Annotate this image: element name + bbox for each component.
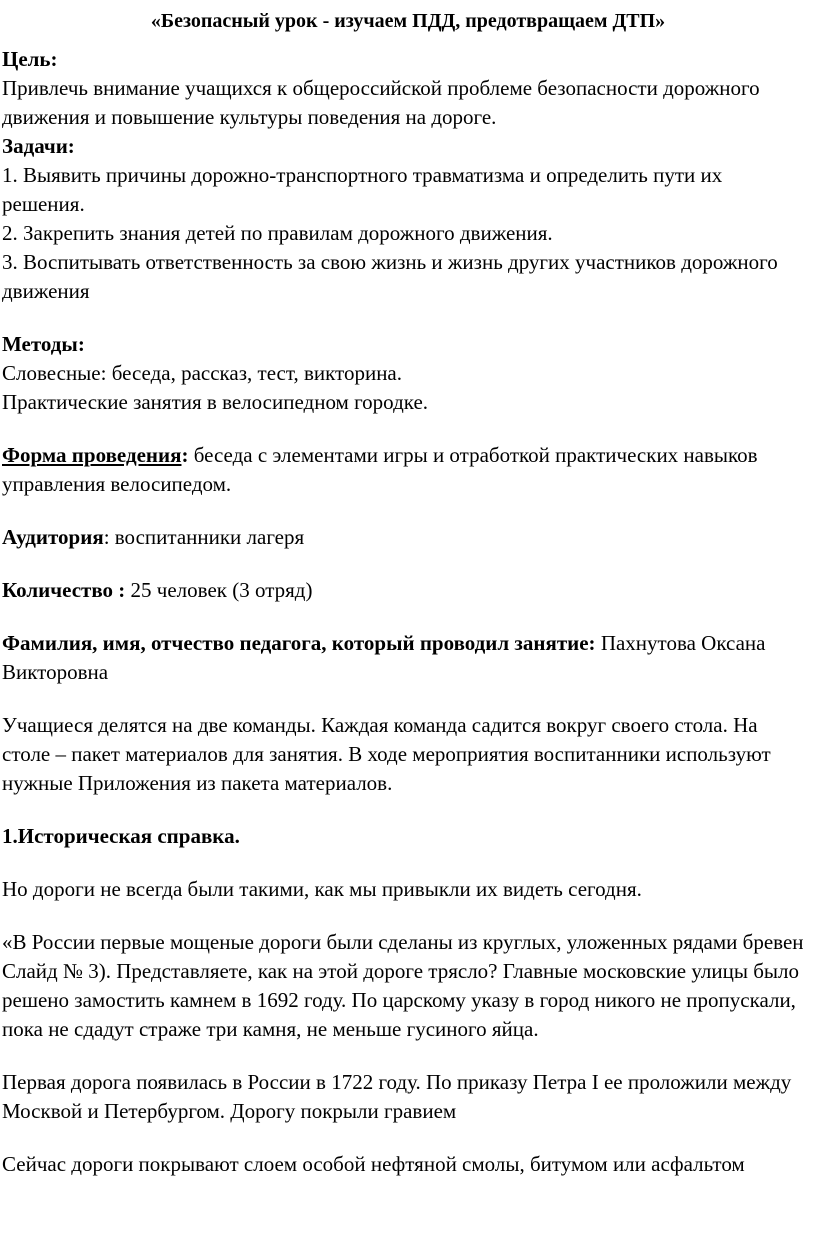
methods-line-1: Словесные: беседа, рассказ, тест, викторина. (2, 361, 403, 385)
teacher-paragraph (2, 629, 810, 687)
task-item-2: 2. Закрепить знания детей по правилам дорожного движения. (2, 221, 553, 245)
methods-line-2: Практические занятия в велосипедном городке. (2, 390, 429, 414)
teacher-label: Фамилия, имя, отчество педагога, который проводил занятие: (2, 631, 596, 655)
task-item-1: 1. Выявить причины дорожно-транспортного травматизма и определить пути их решения. (2, 163, 723, 216)
section1-paragraph-3: Первая дорога появилась в России в 1722 году. По приказу Петра I ее проложили между Москвой и Петербургом. Дорогу покрыли гравием (2, 1070, 792, 1123)
teacher-text: Пахнутова Оксана Викторовна (2, 631, 766, 684)
count-text: 25 человек (3 отряд) (130, 578, 313, 602)
task-item-3: 3. Воспитывать ответственность за свою жизнь и жизнь других участников дорожного движения (2, 250, 778, 303)
section1-heading: 1.Историческая справка. (2, 824, 240, 848)
methods-heading: Методы: (2, 332, 85, 356)
goal-text: Привлечь внимание учащихся к общероссийской проблеме безопасности дорожного движения и повышение культуры поведения на дороге. (2, 76, 760, 129)
goal-heading: Цель: (2, 47, 58, 71)
form-colon: : (181, 443, 189, 467)
tasks-heading: Задачи: (2, 134, 75, 158)
section1-paragraph-1: Но дороги не всегда были такими, как мы привыкли их видеть сегодня. (2, 877, 642, 901)
intro-paragraph: Учащиеся делятся на две команды. Каждая команда садится вокруг своего стола. На столе – пакет материалов для занятия. В ходе мероприятия воспитанники используют нужные Приложения из пакета материалов. (2, 713, 771, 795)
section1-paragraph-4: Сейчас дороги покрывают слоем особой нефтяной смолы, битумом или асфальтом (2, 1152, 745, 1176)
audience-text: : воспитанники лагеря (103, 525, 305, 549)
count-label: Количество : (2, 578, 131, 602)
count-paragraph (2, 576, 810, 605)
form-label: Форма проведения (2, 443, 182, 467)
form-paragraph (2, 441, 810, 499)
form-text: беседа с элементами игры и отработкой практических навыков управления велосипедом. (2, 443, 758, 496)
audience-paragraph (2, 523, 810, 552)
audience-label: Аудитория (2, 525, 104, 549)
section1-paragraph-2: «В России первые мощеные дороги были сделаны из круглых, уложенных рядами бревен Слайд № 3). Представляете, как на этой дороге трясло? Главные московские улицы было решено замостить камнем в 1692 году. По царскому указу в город никого не пропускали, пока не сдадут страже три камня, не меньше гусиного яйца. (2, 930, 804, 1041)
document-body (2, 45, 810, 1179)
document-title: «Безопасный урок - изучаем ПДД, предотвращаем ДТП» (150, 10, 666, 32)
